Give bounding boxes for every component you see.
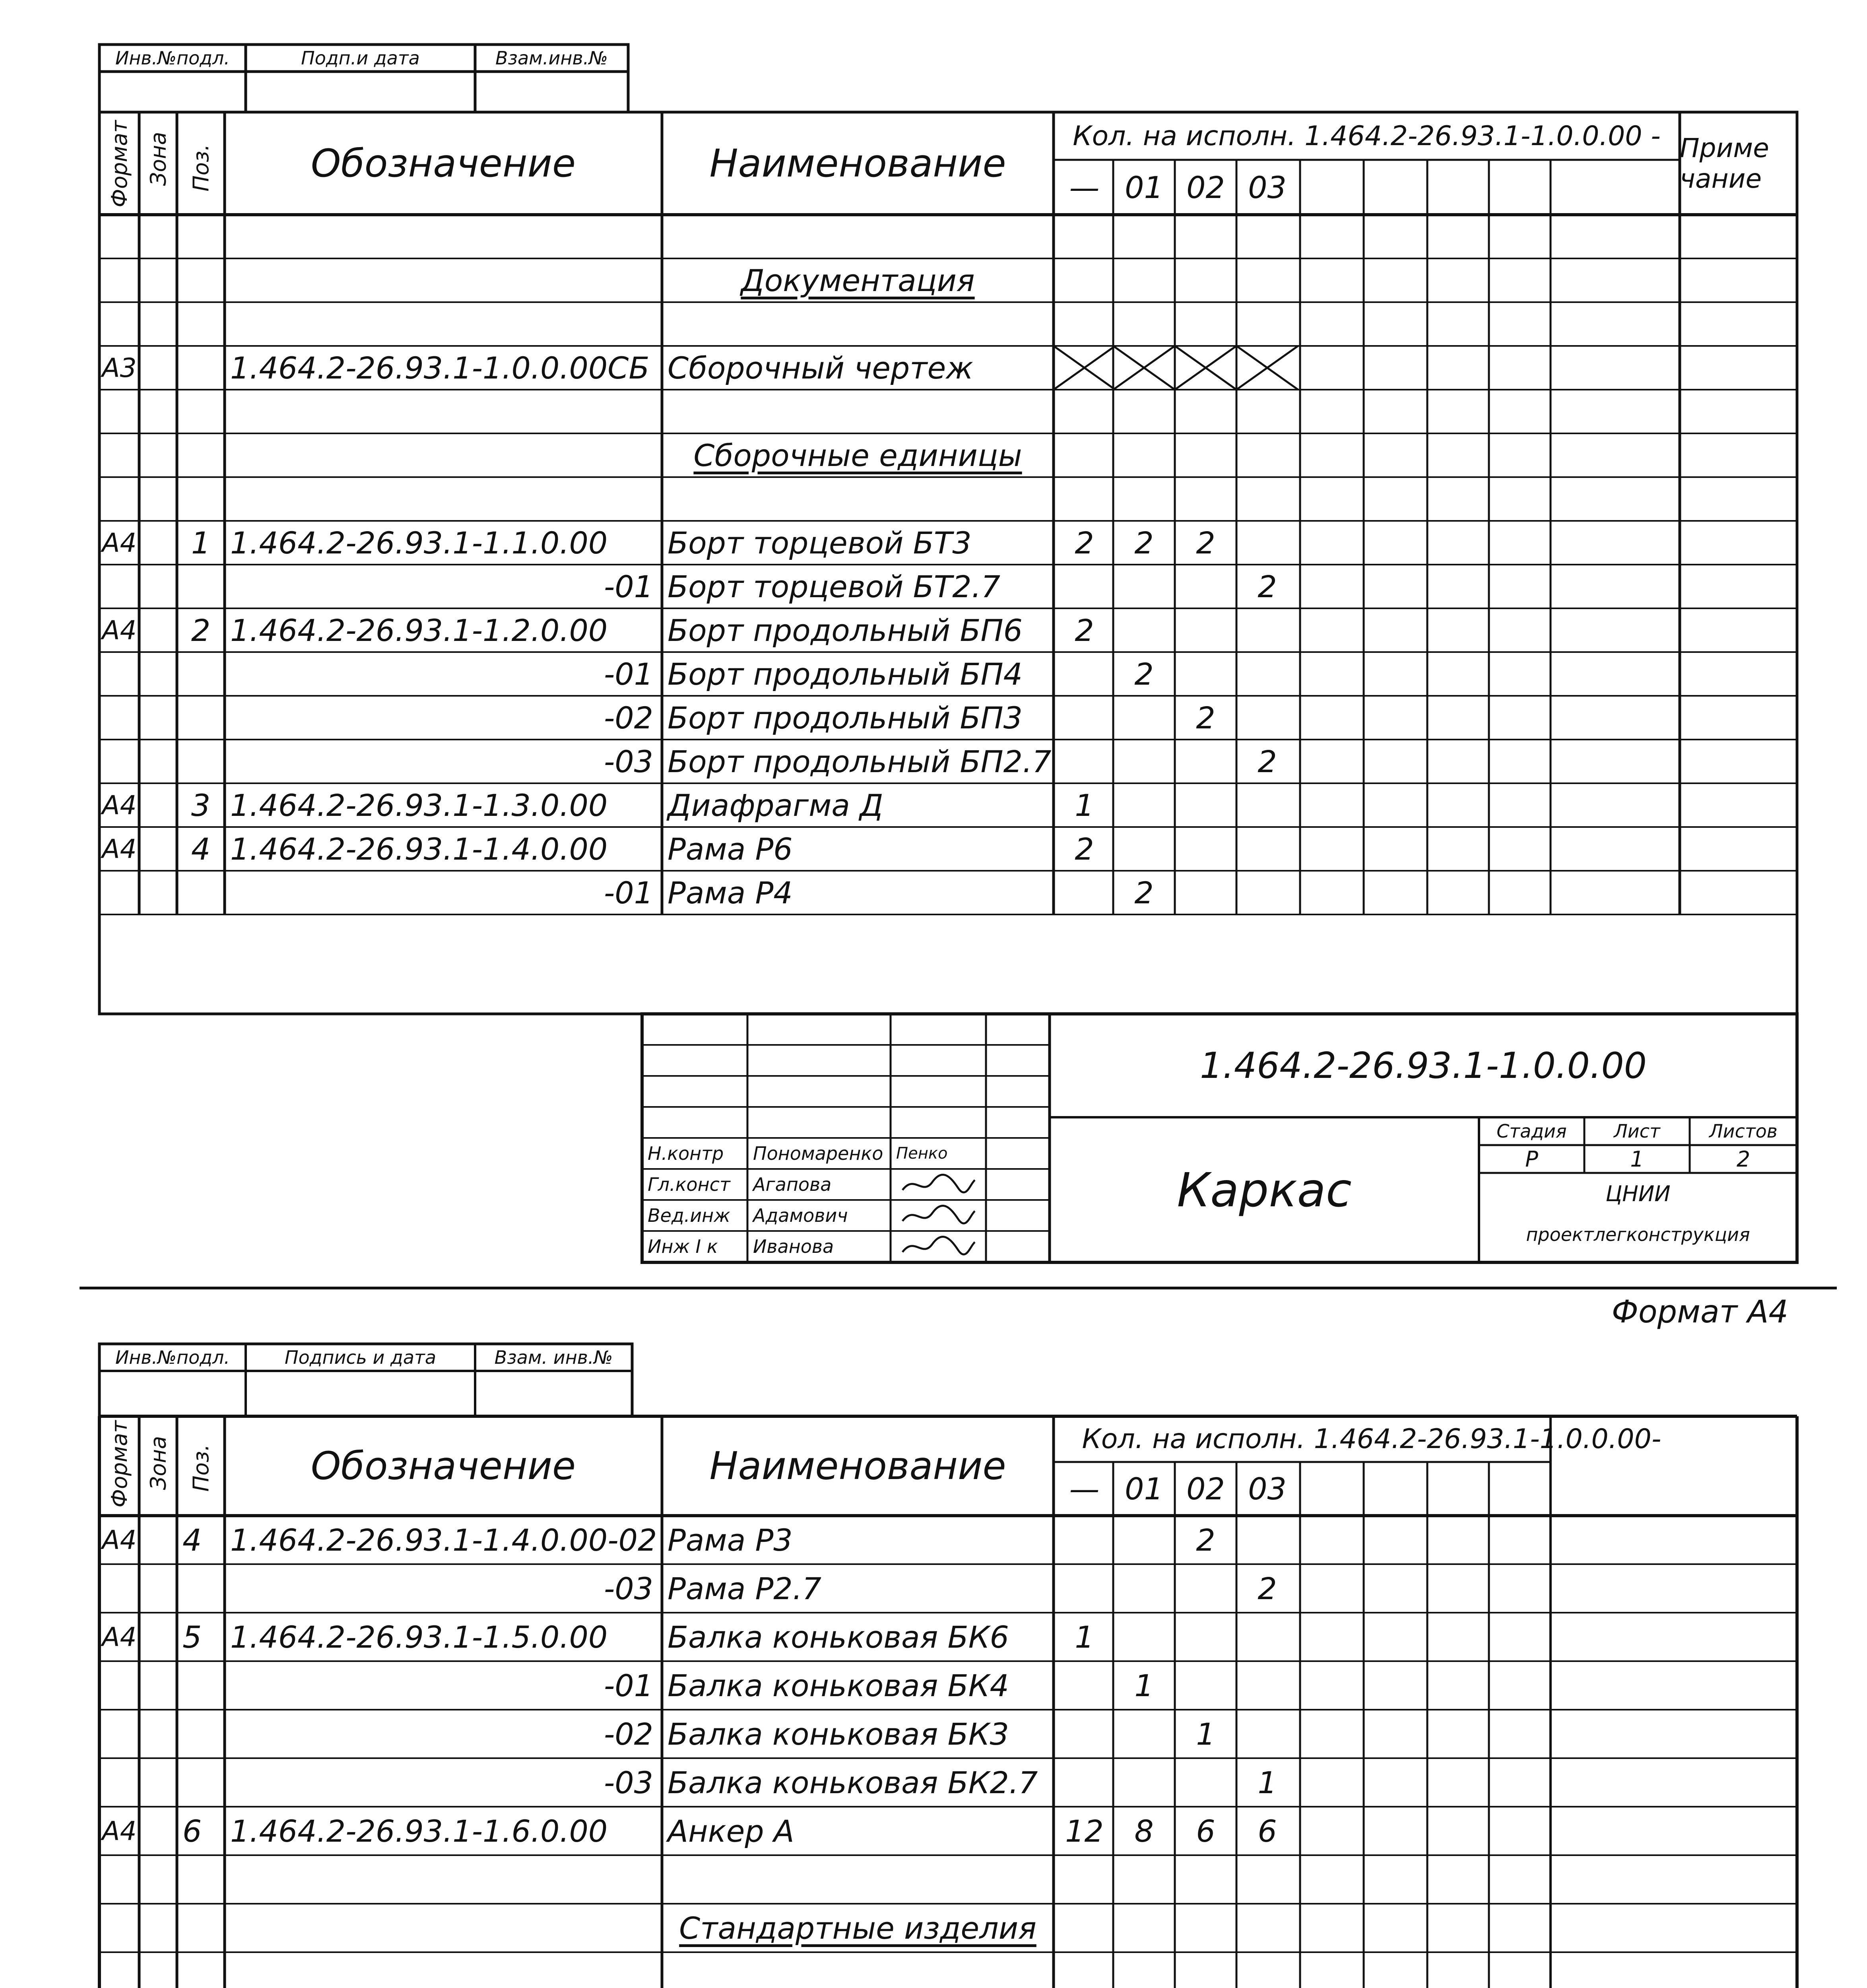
- row-pos: 4: [191, 831, 211, 867]
- row-format: A4: [102, 1815, 137, 1846]
- row-name: Рама Р3: [668, 1522, 793, 1558]
- row-name: Рама Р4: [668, 875, 793, 911]
- row-qty-1: 2: [1134, 525, 1154, 561]
- sheet-value: 1: [1630, 1146, 1644, 1172]
- stage-value: Р: [1525, 1146, 1538, 1172]
- row-name: Рама Р2.7: [668, 1571, 822, 1606]
- row-designation: 1.464.2-26.93.1-1.0.0.00СБ: [230, 350, 650, 386]
- row-name: Борт продольный БП3: [668, 700, 1023, 736]
- header-pos: Поз.: [188, 144, 213, 192]
- row-name: Балка коньковая БК2.7: [668, 1765, 1038, 1800]
- signature-mark: Пенко: [896, 1144, 948, 1163]
- row-qty-0: 2: [1075, 831, 1094, 867]
- row-qty-0: 2: [1075, 612, 1094, 648]
- section-heading: Стандартные изделия: [679, 1910, 1036, 1946]
- row-qty-2: 2: [1196, 700, 1215, 736]
- header-name: Наименование: [709, 141, 1006, 186]
- row-qty-1: 2: [1134, 656, 1154, 692]
- header-format: Формат: [107, 1420, 132, 1508]
- row-name: Балка коньковая БК4: [668, 1668, 1009, 1703]
- header-qty-col-0: —: [1069, 169, 1100, 205]
- row-qty-2: 6: [1196, 1813, 1215, 1849]
- signature-role: Инж I к: [648, 1236, 718, 1257]
- row-pos: 4: [182, 1522, 202, 1558]
- row-designation: -01: [604, 1668, 653, 1703]
- header-qty: Кол. на исполн. 1.464.2-26.93.1-1.0.0.00-: [1082, 1423, 1661, 1455]
- row-pos: 3: [191, 787, 211, 823]
- row-name: Рама Р6: [668, 831, 793, 867]
- row-name: Балка коньковая БК6: [668, 1619, 1009, 1655]
- document-number: 1.464.2-26.93.1-1.0.0.00: [1199, 1044, 1647, 1087]
- row-name: Диафрагма Д: [668, 787, 883, 823]
- row-designation: -02: [604, 700, 653, 736]
- row-qty-3: 2: [1258, 569, 1277, 604]
- row-format: A4: [102, 790, 137, 821]
- header-qty-col-1: 01: [1125, 169, 1163, 205]
- stamp-vzam-inv: Взам.инв.№: [495, 47, 608, 69]
- row-designation: 1.464.2-26.93.1-1.3.0.00: [230, 787, 608, 823]
- stamp-cell-1: Подпись и дата: [284, 1347, 437, 1368]
- row-designation: 1.464.2-26.93.1-1.6.0.00: [230, 1813, 608, 1849]
- header-qty-col-3: 03: [1248, 1471, 1287, 1507]
- signature-role: Гл.конст: [648, 1174, 730, 1195]
- section-heading: Сборочные единицы: [693, 437, 1022, 473]
- row-format: A4: [102, 833, 137, 864]
- organization-line-2: проектлегконструкция: [1526, 1224, 1750, 1245]
- row-pos: 5: [182, 1619, 202, 1655]
- row-qty-1: 2: [1134, 875, 1154, 911]
- header-zone: Зона: [146, 132, 171, 186]
- row-name: Борт продольный БП6: [668, 612, 1023, 648]
- row-format: A3: [102, 352, 137, 383]
- row-format: A4: [102, 1621, 137, 1652]
- row-qty-2: 2: [1196, 525, 1215, 561]
- header-qty-col-2: 02: [1186, 1471, 1225, 1507]
- signature-name: Адамович: [753, 1205, 848, 1226]
- row-qty-2: 2: [1196, 1522, 1215, 1558]
- header-qty: Кол. на исполн. 1.464.2-26.93.1-1.0.0.00 -: [1073, 120, 1661, 152]
- header-qty-col-0: —: [1069, 1471, 1100, 1507]
- row-designation: -03: [604, 1765, 653, 1800]
- header-designation: Обозначение: [311, 141, 576, 186]
- header-qty-col-3: 03: [1248, 169, 1287, 205]
- row-designation: -03: [604, 1571, 653, 1606]
- row-designation: -01: [604, 569, 653, 604]
- stamp-cell-2: Взам. инв.№: [494, 1347, 613, 1368]
- row-designation: 1.464.2-26.93.1-1.5.0.00: [230, 1619, 608, 1655]
- row-name: Борт торцевой БТ2.7: [668, 569, 1001, 604]
- row-name: Борт торцевой БТ3: [668, 525, 972, 561]
- row-qty-0: 12: [1065, 1813, 1104, 1849]
- row-name: Балка коньковая БК3: [668, 1716, 1009, 1752]
- sheets-value: 2: [1736, 1146, 1751, 1172]
- document-title: Каркас: [1177, 1162, 1352, 1217]
- row-designation: 1.464.2-26.93.1-1.1.0.00: [230, 525, 608, 561]
- row-format: A4: [102, 615, 137, 646]
- header-qty-col-2: 02: [1186, 169, 1225, 205]
- signature-name: Пономаренко: [753, 1143, 883, 1164]
- row-name: Сборочный чертеж: [668, 350, 973, 386]
- header-format: Формат: [107, 120, 132, 208]
- row-qty-3: 2: [1258, 744, 1277, 779]
- row-pos: 6: [182, 1813, 202, 1849]
- row-name: Борт продольный БП2.7: [668, 744, 1052, 779]
- signature-role: Вед.инж: [648, 1205, 730, 1226]
- organization-line-1: ЦНИИ: [1605, 1181, 1671, 1206]
- signature-name: Иванова: [753, 1236, 834, 1257]
- row-designation: -02: [604, 1716, 653, 1752]
- row-qty-3: 1: [1258, 1765, 1277, 1800]
- row-designation: 1.464.2-26.93.1-1.4.0.00-02: [230, 1522, 657, 1558]
- row-qty-1: 1: [1134, 1668, 1154, 1703]
- row-pos: 2: [191, 612, 211, 648]
- signature-name: Агапова: [753, 1174, 832, 1195]
- row-pos: 1: [191, 525, 211, 561]
- row-qty-3: 2: [1258, 1571, 1277, 1606]
- stamp-inv-podl: Инв.№подл.: [115, 47, 230, 69]
- row-qty-2: 1: [1196, 1716, 1215, 1752]
- row-format: A4: [102, 527, 137, 558]
- signature-role: Н.контр: [648, 1143, 724, 1164]
- row-designation: 1.464.2-26.93.1-1.2.0.00: [230, 612, 608, 648]
- row-qty-1: 8: [1134, 1813, 1154, 1849]
- row-name: Анкер А: [668, 1813, 794, 1849]
- header-zone: Зона: [146, 1436, 171, 1490]
- sheets-label: Листов: [1709, 1120, 1778, 1142]
- row-qty-3: 6: [1258, 1813, 1277, 1849]
- row-name: Борт продольный БП4: [668, 656, 1023, 692]
- header-qty-col-1: 01: [1125, 1471, 1163, 1507]
- sheet-label: Лист: [1614, 1120, 1660, 1142]
- header-pos: Поз.: [188, 1444, 213, 1492]
- row-designation: -01: [604, 875, 653, 911]
- header-designation: Обозначение: [311, 1444, 576, 1488]
- stamp-podp-data: Подп.и дата: [301, 47, 420, 69]
- stamp-cell-0: Инв.№подл.: [115, 1347, 230, 1368]
- sheet1-format-label: Формат А4: [1611, 1294, 1788, 1330]
- header-note: Приме чание: [1680, 133, 1769, 194]
- section-heading: Документация: [741, 262, 975, 298]
- row-qty-0: 1: [1075, 1619, 1094, 1655]
- header-name: Наименование: [709, 1444, 1006, 1488]
- row-designation: -03: [604, 744, 653, 779]
- stage-label: Стадия: [1496, 1120, 1567, 1142]
- row-designation: 1.464.2-26.93.1-1.4.0.00: [230, 831, 608, 867]
- row-qty-0: 2: [1075, 525, 1094, 561]
- row-designation: -01: [604, 656, 653, 692]
- row-qty-0: 1: [1075, 787, 1094, 823]
- row-format: A4: [102, 1524, 137, 1555]
